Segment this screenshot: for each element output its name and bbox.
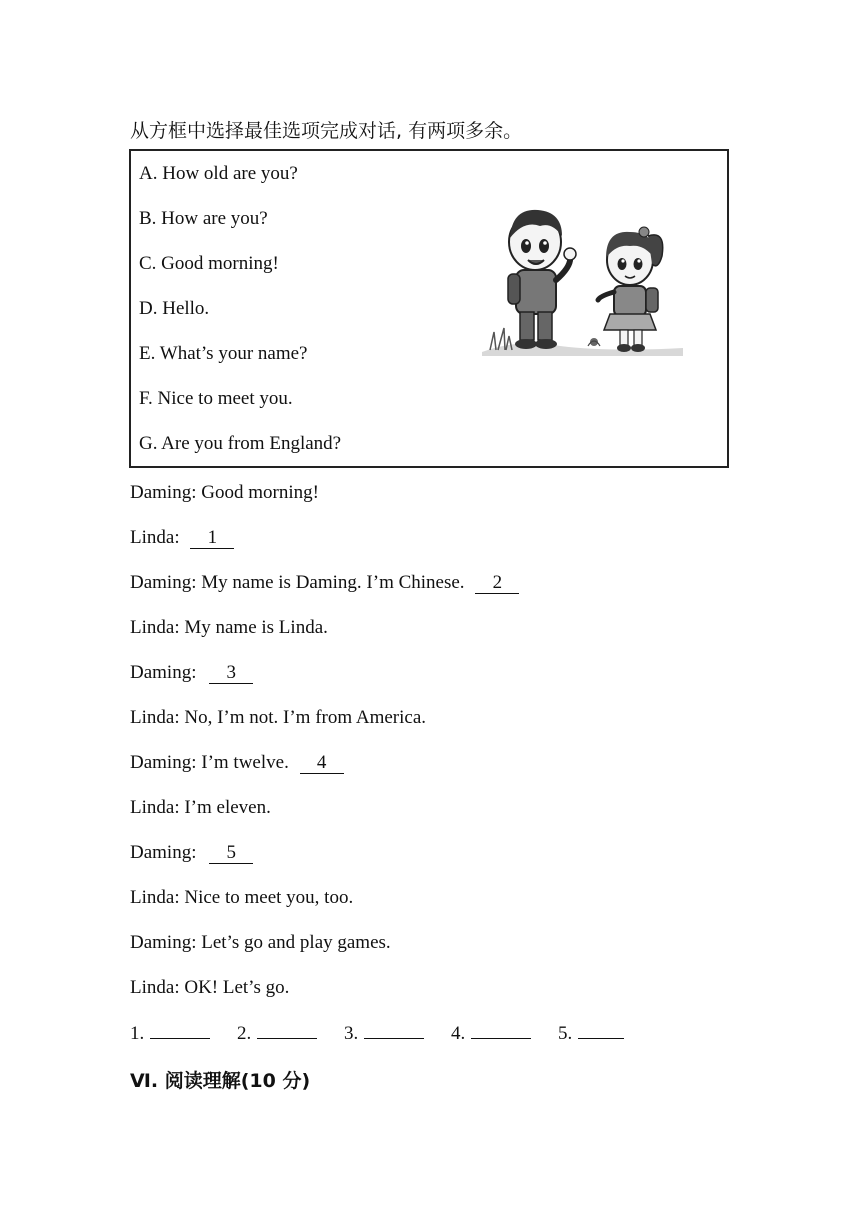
section-heading: Ⅵ. 阅读理解(10 分): [130, 1070, 311, 1092]
boy-figure: [508, 210, 576, 349]
answer-item-4: 4.: [451, 1022, 531, 1045]
blank-4: 4: [300, 753, 344, 774]
dialogue-line-5: Daming: 3: [130, 662, 253, 684]
dialogue-line-6: Linda: No, I’m not. I’m from America.: [130, 707, 427, 728]
blank-5: 5: [209, 843, 253, 864]
answer-blank-1[interactable]: [150, 1022, 210, 1039]
dialogue-line-9: Daming: 5: [130, 842, 253, 864]
blank-2: 2: [475, 573, 519, 594]
answer-row: [130, 1022, 646, 1045]
option-f: F. Nice to meet you.: [139, 388, 293, 409]
cartoon-children-illustration: [480, 200, 685, 358]
dialogue-line-1: Daming: Good morning!: [130, 482, 319, 503]
dialogue-line-3: Daming: My name is Daming. I’m Chinese. 2: [130, 572, 519, 594]
dialogue-line-10: Linda: Nice to meet you, too.: [130, 887, 354, 908]
dialogue-line-7: Daming: I’m twelve. 4: [130, 752, 344, 774]
answer-item-1: 1.: [130, 1022, 210, 1045]
answer-blank-2[interactable]: [257, 1022, 317, 1039]
option-g: G. Are you from England?: [139, 433, 342, 454]
answer-item-5: 5.: [558, 1022, 624, 1045]
option-a: A. How old are you?: [139, 163, 298, 184]
instruction-text: 从方框中选择最佳选项完成对话, 有两项多余。: [130, 120, 523, 142]
answer-blank-3[interactable]: [364, 1022, 424, 1039]
dialogue-line-2: Linda: 1: [130, 527, 234, 549]
option-e: E. What’s your name?: [139, 343, 308, 364]
answer-blank-5[interactable]: [578, 1022, 624, 1039]
answer-item-2: 2.: [237, 1022, 317, 1045]
option-d: D. Hello.: [139, 298, 210, 319]
option-b: B. How are you?: [139, 208, 268, 229]
dialogue-line-4: Linda: My name is Linda.: [130, 617, 328, 638]
blank-1: 1: [190, 528, 234, 549]
dialogue-line-12: Linda: OK! Let’s go.: [130, 977, 290, 998]
option-c: C. Good morning!: [139, 253, 279, 274]
dialogue-line-8: Linda: I’m eleven.: [130, 797, 271, 818]
blank-3: 3: [209, 663, 253, 684]
dialogue-line-11: Daming: Let’s go and play games.: [130, 932, 391, 953]
girl-figure: [598, 227, 663, 352]
answer-blank-4[interactable]: [471, 1022, 531, 1039]
answer-item-3: 3.: [344, 1022, 424, 1045]
